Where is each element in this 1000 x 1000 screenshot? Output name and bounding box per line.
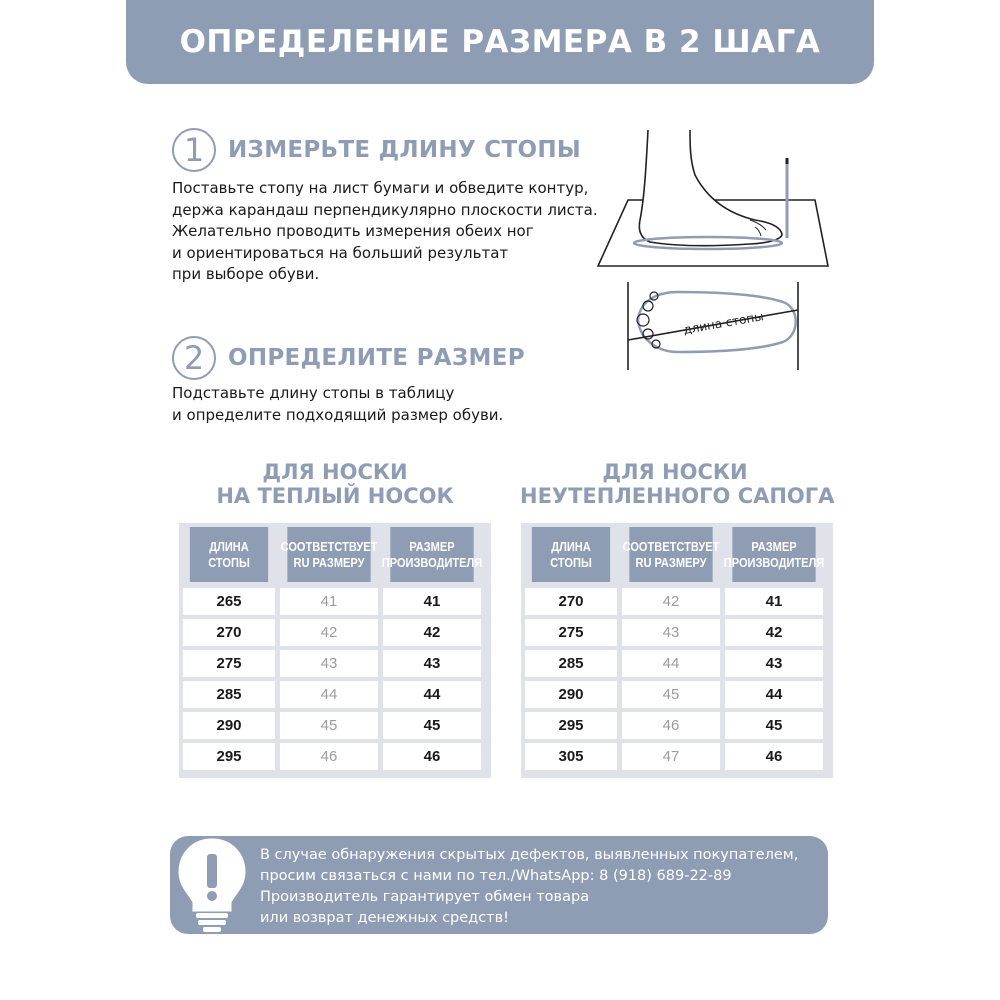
step-1-line: держа карандаш перпендикулярно плоскости листа.: [172, 200, 598, 219]
table-header-maker-size: РАЗМЕР ПРОИЗВОДИТЕЛЯ: [390, 527, 473, 582]
notice-line: В случае обнаружения скрытых дефектов, выявленных покупателем,: [260, 847, 799, 863]
step-1-description: [172, 178, 598, 286]
table-cell-ru: 43: [622, 619, 720, 646]
step-1-line: Желательно проводить измерения обеих ног: [172, 222, 534, 240]
table-cell-maker: 43: [383, 650, 481, 677]
step-2-line: Подставьте длину стопы в таблицу: [172, 384, 455, 402]
table-2-title-line: ДЛЯ НОСКИ: [602, 460, 748, 484]
header-banner: [126, 0, 874, 84]
step-1-line: и ориентироваться на больший результат: [172, 243, 509, 262]
notice-line: или возврат денежных средств!: [260, 910, 509, 926]
page-title: ОПРЕДЕЛЕНИЕ РАЗМЕРА В 2 ШАГА: [179, 24, 821, 60]
table-cell-maker: 46: [383, 743, 481, 770]
table-cell-ru: 44: [622, 650, 720, 677]
table-cell-ru: 46: [280, 743, 378, 770]
step-2-title: ОПРЕДЕЛИТЕ РАЗМЕР: [228, 345, 525, 371]
warranty-notice-text: [260, 845, 798, 929]
table-cell-length: 305: [525, 743, 617, 770]
table-cell-maker: 44: [725, 681, 823, 708]
size-table-warm-sock: [179, 523, 491, 778]
step-2-number: 2: [172, 336, 216, 380]
step-1-number: 1: [172, 128, 216, 172]
table-cell-maker: 43: [725, 650, 823, 677]
notice-line: просим связаться с нами по тел./WhatsApp: 8 (918) 689-22-89: [260, 868, 732, 884]
table-1-title-line: ДЛЯ НОСКИ: [262, 460, 408, 484]
step-2-line: и определите подходящий размер обуви.: [172, 405, 504, 424]
table-cell-length: 295: [183, 743, 275, 770]
table-2-title: [520, 460, 835, 508]
table-cell-ru: 45: [280, 712, 378, 739]
table-header-ru-size: СООТВЕТСТВУЕТ RU РАЗМЕРУ: [629, 527, 712, 582]
step-1-line: при выборе обуви.: [172, 265, 320, 283]
table-cell-ru: 46: [622, 712, 720, 739]
lightbulb-exclamation-icon: [172, 834, 252, 934]
table-cell-length: 275: [183, 650, 275, 677]
foot-length-label: длина стопы: [682, 309, 765, 337]
table-cell-length: 285: [525, 650, 617, 677]
table-header-maker-size: РАЗМЕР ПРОИЗВОДИТЕЛЯ: [732, 527, 815, 582]
table-cell-maker: 42: [725, 619, 823, 646]
table-header-foot-length: ДЛИНА СТОПЫ: [190, 527, 268, 582]
table-cell-ru: 47: [622, 743, 720, 770]
notice-line: Производитель гарантирует обмен товара: [260, 889, 590, 905]
step-1-line: Поставьте стопу на лист бумаги и обведите контур,: [172, 179, 589, 197]
table-cell-ru: 41: [280, 588, 378, 615]
table-cell-ru: 43: [280, 650, 378, 677]
table-cell-maker: 41: [725, 588, 823, 615]
table-cell-ru: 45: [622, 681, 720, 708]
table-cell-maker: 45: [383, 712, 481, 739]
table-cell-maker: 44: [383, 681, 481, 708]
table-cell-length: 270: [525, 588, 617, 615]
step-1-heading: [172, 128, 581, 172]
table-cell-length: 290: [525, 681, 617, 708]
table-cell-maker: 42: [383, 619, 481, 646]
table-cell-length: 285: [183, 681, 275, 708]
foot-side-view-illustration: [590, 130, 835, 275]
size-table-uninsulated-boot: [521, 523, 833, 778]
step-2-description: [172, 383, 503, 426]
table-cell-length: 290: [183, 712, 275, 739]
table-cell-ru: 44: [280, 681, 378, 708]
table-cell-length: 265: [183, 588, 275, 615]
table-cell-length: 270: [183, 619, 275, 646]
table-cell-maker: 46: [725, 743, 823, 770]
table-cell-ru: 42: [622, 588, 720, 615]
table-cell-length: 295: [525, 712, 617, 739]
table-cell-length: 275: [525, 619, 617, 646]
table-cell-ru: 42: [280, 619, 378, 646]
table-cell-maker: 41: [383, 588, 481, 615]
table-1-title: [180, 460, 490, 508]
foot-top-view-illustration: [608, 280, 808, 375]
table-1-title-line: НА ТЕПЛЫЙ НОСОК: [216, 484, 454, 508]
table-2-title-line: НЕУТЕПЛЕННОГО САПОГА: [520, 484, 835, 508]
table-header-foot-length: ДЛИНА СТОПЫ: [532, 527, 610, 582]
step-1-title: ИЗМЕРЬТЕ ДЛИНУ СТОПЫ: [228, 137, 582, 163]
table-header-ru-size: СООТВЕТСТВУЕТ RU РАЗМЕРУ: [287, 527, 370, 582]
table-cell-maker: 45: [725, 712, 823, 739]
step-2-heading: [172, 336, 525, 380]
